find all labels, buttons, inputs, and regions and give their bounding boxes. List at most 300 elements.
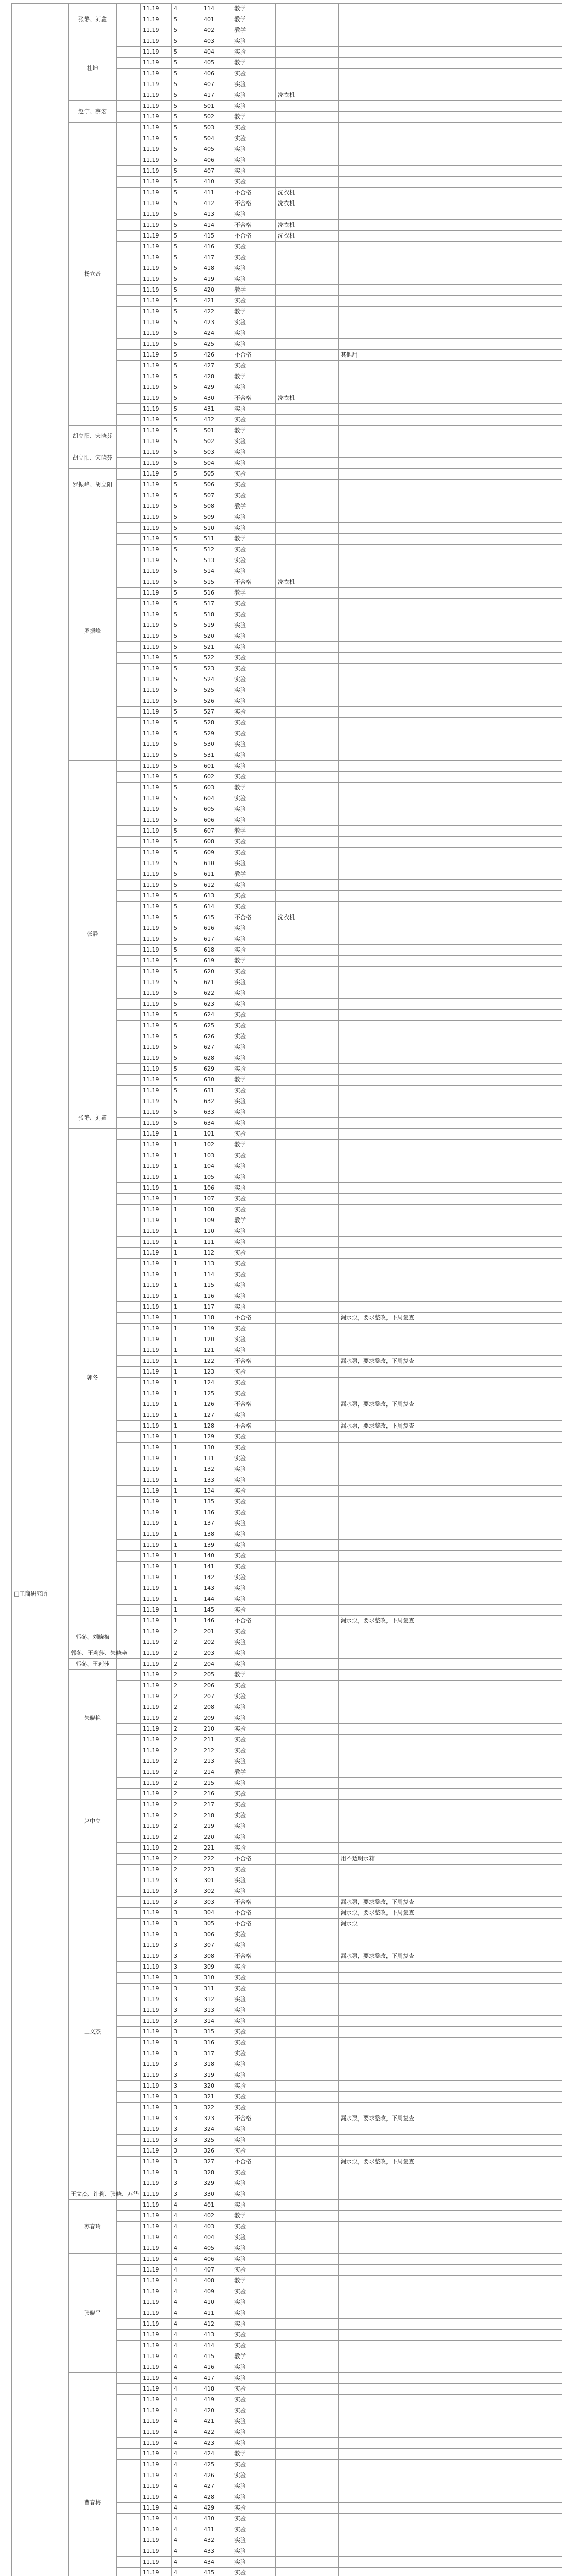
blank-cell: [117, 739, 141, 750]
date-cell: 11.19: [141, 1150, 172, 1161]
room-cell: 626: [201, 1031, 232, 1042]
device-cell: [276, 1215, 339, 1226]
status-cell: 实验: [232, 404, 276, 415]
remark-cell: [339, 2038, 562, 2048]
device-cell: [276, 2546, 339, 2557]
device-cell: [276, 2211, 339, 2222]
blank-cell: [117, 166, 141, 177]
remark-cell: [339, 1140, 562, 1150]
date-cell: 11.19: [141, 393, 172, 404]
remark-cell: [339, 1962, 562, 1973]
device-cell: [276, 480, 339, 490]
room-cell: 209: [201, 1713, 232, 1724]
room-cell: 320: [201, 2081, 232, 2092]
remark-cell: [339, 2557, 562, 2568]
room-cell: 514: [201, 566, 232, 577]
table-row: [12, 761, 562, 772]
room-cell: 501: [201, 101, 232, 112]
floor-cell: 2: [172, 1702, 201, 1713]
date-cell: 11.19: [141, 977, 172, 988]
remark-cell: 漏水泵，要求整改，下周复查: [339, 1399, 562, 1410]
table-row: [12, 2373, 562, 2384]
room-cell: 520: [201, 631, 232, 642]
device-cell: [276, 1745, 339, 1756]
room-cell: 114: [201, 4, 232, 14]
table-row: [12, 1129, 562, 1140]
remark-cell: [339, 404, 562, 415]
device-cell: [276, 2081, 339, 2092]
device-cell: [276, 1984, 339, 1994]
date-cell: 11.19: [141, 328, 172, 339]
blank-cell: [117, 4, 141, 14]
floor-cell: 4: [172, 2535, 201, 2546]
room-cell: 110: [201, 1226, 232, 1237]
device-cell: [276, 2449, 339, 2460]
device-cell: [276, 1161, 339, 1172]
floor-cell: 1: [172, 1562, 201, 1572]
date-cell: 11.19: [141, 1237, 172, 1248]
floor-cell: 4: [172, 2416, 201, 2427]
blank-cell: [117, 620, 141, 631]
blank-cell: [117, 1919, 141, 1929]
blank-cell: [117, 1626, 141, 1637]
blank-cell: [117, 112, 141, 123]
device-cell: [276, 674, 339, 685]
table-row: [12, 36, 562, 47]
room-cell: 418: [201, 263, 232, 274]
room-cell: 530: [201, 739, 232, 750]
blank-cell: [117, 1172, 141, 1183]
device-cell: [276, 101, 339, 112]
floor-cell: 1: [172, 1388, 201, 1399]
floor-cell: 5: [172, 1053, 201, 1064]
status-cell: 实验: [232, 1572, 276, 1583]
room-cell: 427: [201, 2481, 232, 2492]
device-cell: [276, 956, 339, 967]
remark-cell: [339, 285, 562, 296]
room-cell: 417: [201, 252, 232, 263]
date-cell: 11.19: [141, 2405, 172, 2416]
date-cell: 11.19: [141, 1464, 172, 1475]
status-cell: 教学: [232, 4, 276, 14]
floor-cell: 1: [172, 1583, 201, 1594]
remark-cell: [339, 1929, 562, 1940]
blank-cell: [117, 2535, 141, 2546]
remark-cell: [339, 837, 562, 848]
date-cell: 11.19: [141, 728, 172, 739]
date-cell: 11.19: [141, 469, 172, 480]
remark-cell: [339, 2330, 562, 2341]
status-cell: 实验: [232, 739, 276, 750]
date-cell: 11.19: [141, 480, 172, 490]
status-cell: 实验: [232, 1832, 276, 1843]
floor-cell: 3: [172, 2135, 201, 2146]
blank-cell: [117, 2546, 141, 2557]
room-cell: 127: [201, 1410, 232, 1421]
date-cell: 11.19: [141, 2178, 172, 2189]
device-cell: [276, 1345, 339, 1356]
status-cell: 教学: [232, 285, 276, 296]
date-cell: 11.19: [141, 545, 172, 555]
remark-cell: [339, 317, 562, 328]
remark-cell: 漏水泵，要求整改，下周复查: [339, 2157, 562, 2167]
device-cell: [276, 999, 339, 1010]
status-cell: 实验: [232, 1172, 276, 1183]
blank-cell: [117, 436, 141, 447]
device-cell: 洗衣机: [276, 188, 339, 198]
room-cell: 628: [201, 1053, 232, 1064]
blank-cell: [117, 609, 141, 620]
status-cell: 实验: [232, 1161, 276, 1172]
floor-cell: 4: [172, 2351, 201, 2362]
device-cell: [276, 361, 339, 371]
floor-cell: 1: [172, 1572, 201, 1583]
room-cell: 409: [201, 2286, 232, 2297]
remark-cell: [339, 415, 562, 426]
date-cell: 11.19: [141, 1919, 172, 1929]
date-cell: 11.19: [141, 1529, 172, 1540]
device-cell: [276, 155, 339, 166]
room-cell: 402: [201, 25, 232, 36]
status-cell: 实验: [232, 2005, 276, 2016]
floor-cell: 5: [172, 371, 201, 382]
room-cell: 402: [201, 2211, 232, 2222]
status-cell: 实验: [232, 2341, 276, 2351]
status-cell: 实验: [232, 2016, 276, 2027]
remark-cell: [339, 1605, 562, 1616]
device-cell: [276, 1194, 339, 1205]
remark-cell: [339, 1226, 562, 1237]
remark-cell: [339, 501, 562, 512]
blank-cell: [117, 1724, 141, 1735]
status-cell: 不合格: [232, 231, 276, 242]
room-cell: 405: [201, 58, 232, 69]
floor-cell: 5: [172, 945, 201, 956]
floor-cell: 4: [172, 2276, 201, 2286]
device-cell: [276, 2470, 339, 2481]
blank-cell: [117, 1659, 141, 1670]
floor-cell: 2: [172, 1670, 201, 1681]
date-cell: 11.19: [141, 1562, 172, 1572]
room-cell: 212: [201, 1745, 232, 1756]
blank-cell: [117, 1735, 141, 1745]
blank-cell: [117, 1562, 141, 1572]
blank-cell: [117, 1637, 141, 1648]
date-cell: 11.19: [141, 685, 172, 696]
status-cell: 实验: [232, 1994, 276, 2005]
room-cell: 132: [201, 1464, 232, 1475]
room-cell: 621: [201, 977, 232, 988]
floor-cell: 5: [172, 631, 201, 642]
device-cell: [276, 2189, 339, 2200]
status-cell: 实验: [232, 1594, 276, 1605]
remark-cell: [339, 1475, 562, 1486]
date-cell: 11.19: [141, 1605, 172, 1616]
floor-cell: 5: [172, 664, 201, 674]
floor-cell: 3: [172, 2113, 201, 2124]
status-cell: 实验: [232, 923, 276, 934]
floor-cell: 5: [172, 501, 201, 512]
floor-cell: 1: [172, 1129, 201, 1140]
remark-cell: [339, 1800, 562, 1810]
blank-cell: [117, 1421, 141, 1432]
status-cell: 实验: [232, 1800, 276, 1810]
device-cell: [276, 967, 339, 977]
device-cell: [276, 1075, 339, 1086]
blank-cell: [117, 2373, 141, 2384]
blank-cell: [117, 1951, 141, 1962]
date-cell: 11.19: [141, 2189, 172, 2200]
date-cell: 11.19: [141, 848, 172, 858]
blank-cell: [117, 2124, 141, 2135]
status-cell: 教学: [232, 2351, 276, 2362]
blank-cell: [117, 728, 141, 739]
room-cell: 625: [201, 1021, 232, 1031]
date-cell: 11.19: [141, 588, 172, 599]
inspector-cell: 杨立奇: [69, 123, 117, 426]
status-cell: 教学: [232, 307, 276, 317]
device-cell: [276, 458, 339, 469]
device-cell: [276, 750, 339, 761]
room-cell: 146: [201, 1616, 232, 1626]
room-cell: 214: [201, 1767, 232, 1778]
date-cell: 11.19: [141, 2568, 172, 2576]
device-cell: [276, 1875, 339, 1886]
room-cell: 216: [201, 1789, 232, 1800]
status-cell: 不合格: [232, 2113, 276, 2124]
date-cell: 11.19: [141, 2524, 172, 2535]
device-cell: [276, 1129, 339, 1140]
blank-cell: [117, 393, 141, 404]
room-cell: 119: [201, 1324, 232, 1334]
blank-cell: [117, 2254, 141, 2265]
floor-cell: 1: [172, 1551, 201, 1562]
date-cell: 11.19: [141, 1194, 172, 1205]
remark-cell: [339, 1886, 562, 1897]
floor-cell: 4: [172, 2524, 201, 2535]
blank-cell: [117, 2103, 141, 2113]
status-cell: 实验: [232, 1205, 276, 1215]
room-cell: 435: [201, 2568, 232, 2576]
device-cell: [276, 1486, 339, 1497]
device-cell: [276, 545, 339, 555]
remark-cell: [339, 1518, 562, 1529]
device-cell: [276, 826, 339, 837]
date-cell: 11.19: [141, 2103, 172, 2113]
blank-cell: [117, 1291, 141, 1302]
blank-cell: [117, 2005, 141, 2016]
remark-cell: [339, 1756, 562, 1767]
date-cell: 11.19: [141, 2351, 172, 2362]
room-cell: 424: [201, 328, 232, 339]
remark-cell: [339, 761, 562, 772]
status-cell: 教学: [232, 2276, 276, 2286]
device-cell: [276, 2092, 339, 2103]
blank-cell: [117, 1064, 141, 1075]
device-cell: [276, 1919, 339, 1929]
remark-cell: [339, 79, 562, 90]
device-cell: [276, 1865, 339, 1875]
floor-cell: 1: [172, 1150, 201, 1161]
blank-cell: [117, 588, 141, 599]
blank-cell: [117, 1962, 141, 1973]
remark-cell: [339, 2373, 562, 2384]
blank-cell: [117, 1313, 141, 1324]
blank-cell: [117, 2070, 141, 2081]
remark-cell: [339, 631, 562, 642]
device-cell: [276, 350, 339, 361]
school-cell: □工商研究所: [12, 4, 69, 2576]
blank-cell: [117, 2503, 141, 2514]
status-cell: 实验: [232, 1929, 276, 1940]
blank-cell: [117, 923, 141, 934]
status-cell: 实验: [232, 512, 276, 523]
status-cell: 实验: [232, 2460, 276, 2470]
device-cell: [276, 1572, 339, 1583]
status-cell: 实验: [232, 1378, 276, 1388]
blank-cell: [117, 2384, 141, 2395]
room-cell: 605: [201, 804, 232, 815]
date-cell: 11.19: [141, 242, 172, 252]
blank-cell: [117, 858, 141, 869]
room-cell: 140: [201, 1551, 232, 1562]
blank-cell: [117, 2319, 141, 2330]
remark-cell: [339, 1161, 562, 1172]
room-cell: 205: [201, 1670, 232, 1681]
floor-cell: 1: [172, 1269, 201, 1280]
date-cell: 11.19: [141, 1735, 172, 1745]
status-cell: 教学: [232, 956, 276, 967]
floor-cell: 5: [172, 177, 201, 188]
date-cell: 11.19: [141, 1269, 172, 1280]
remark-cell: [339, 1378, 562, 1388]
date-cell: 11.19: [141, 793, 172, 804]
floor-cell: 5: [172, 967, 201, 977]
remark-cell: [339, 534, 562, 545]
remark-cell: [339, 25, 562, 36]
remark-cell: [339, 1637, 562, 1648]
table-row: [12, 469, 562, 480]
remark-cell: [339, 2546, 562, 2557]
device-cell: [276, 1302, 339, 1313]
blank-cell: [117, 642, 141, 653]
status-cell: 教学: [232, 58, 276, 69]
remark-cell: [339, 2027, 562, 2038]
blank-cell: [117, 231, 141, 242]
status-cell: 教学: [232, 1075, 276, 1086]
blank-cell: [117, 2308, 141, 2319]
status-cell: 实验: [232, 1648, 276, 1659]
date-cell: 11.19: [141, 1248, 172, 1259]
blank-cell: [117, 1973, 141, 1984]
remark-cell: [339, 166, 562, 177]
remark-cell: [339, 2460, 562, 2470]
date-cell: 11.19: [141, 1031, 172, 1042]
room-cell: 415: [201, 231, 232, 242]
remark-cell: [339, 545, 562, 555]
device-cell: [276, 1497, 339, 1507]
floor-cell: 1: [172, 1399, 201, 1410]
device-cell: [276, 2113, 339, 2124]
blank-cell: [117, 1605, 141, 1616]
blank-cell: [117, 1681, 141, 1691]
floor-cell: 5: [172, 1086, 201, 1096]
blank-cell: [117, 1010, 141, 1021]
status-cell: 实验: [232, 1388, 276, 1399]
floor-cell: 1: [172, 1594, 201, 1605]
blank-cell: [117, 772, 141, 783]
device-cell: [276, 2232, 339, 2243]
status-cell: 实验: [232, 988, 276, 999]
remark-cell: [339, 2135, 562, 2146]
blank-cell: [117, 361, 141, 371]
status-cell: 实验: [232, 1237, 276, 1248]
room-cell: 404: [201, 47, 232, 58]
remark-cell: [339, 609, 562, 620]
blank-cell: [117, 2514, 141, 2524]
status-cell: 实验: [232, 967, 276, 977]
status-cell: 教学: [232, 14, 276, 25]
date-cell: 11.19: [141, 2232, 172, 2243]
device-cell: [276, 2135, 339, 2146]
status-cell: 教学: [232, 1670, 276, 1681]
remark-cell: [339, 588, 562, 599]
device-cell: [276, 2059, 339, 2070]
remark-cell: [339, 2535, 562, 2546]
room-cell: 330: [201, 2189, 232, 2200]
date-cell: 11.19: [141, 1432, 172, 1443]
status-cell: 实验: [232, 891, 276, 902]
device-cell: [276, 1086, 339, 1096]
remark-cell: [339, 1984, 562, 1994]
remark-cell: [339, 1031, 562, 1042]
floor-cell: 2: [172, 1800, 201, 1810]
table-row: [12, 101, 562, 112]
table-body: [12, 4, 562, 2576]
device-cell: [276, 2524, 339, 2535]
blank-cell: [117, 2362, 141, 2373]
blank-cell: [117, 545, 141, 555]
blank-cell: [117, 2460, 141, 2470]
room-cell: 138: [201, 1529, 232, 1540]
room-cell: 522: [201, 653, 232, 664]
status-cell: 实验: [232, 1042, 276, 1053]
room-cell: 412: [201, 198, 232, 209]
remark-cell: [339, 2254, 562, 2265]
remark-cell: [339, 1659, 562, 1670]
remark-cell: [339, 804, 562, 815]
blank-cell: [117, 1248, 141, 1259]
remark-cell: [339, 2167, 562, 2178]
floor-cell: 4: [172, 2470, 201, 2481]
remark-cell: [339, 891, 562, 902]
remark-cell: [339, 1302, 562, 1313]
date-cell: 11.19: [141, 1626, 172, 1637]
blank-cell: [117, 1551, 141, 1562]
remark-cell: [339, 2016, 562, 2027]
floor-cell: 1: [172, 1215, 201, 1226]
status-cell: 实验: [232, 1475, 276, 1486]
room-cell: 207: [201, 1691, 232, 1702]
room-cell: 404: [201, 2232, 232, 2243]
room-cell: 521: [201, 642, 232, 653]
blank-cell: [117, 2524, 141, 2535]
device-cell: [276, 2416, 339, 2427]
floor-cell: 3: [172, 2005, 201, 2016]
status-cell: 实验: [232, 1345, 276, 1356]
device-cell: [276, 1518, 339, 1529]
blank-cell: [117, 274, 141, 285]
